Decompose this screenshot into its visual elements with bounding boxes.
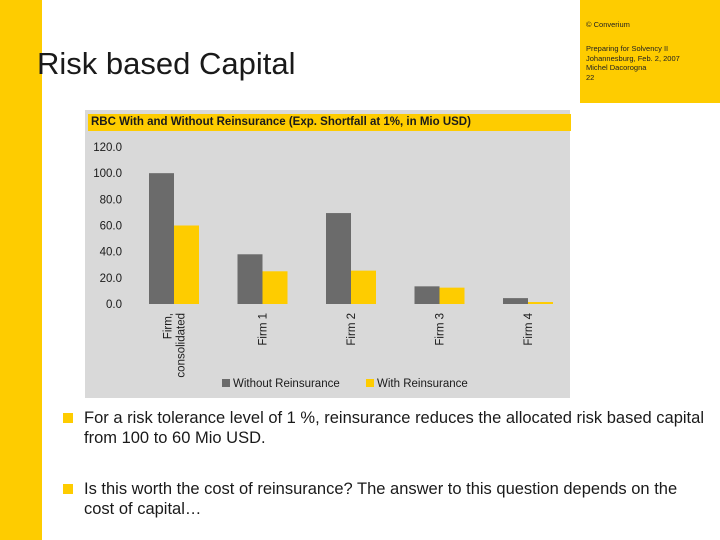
meta-line: Preparing for Solvency II	[586, 44, 669, 53]
bullet-text: For a risk tolerance level of 1 %, reinsurance reduces the allocated risk based capital from 100 to 60 Mio USD.	[84, 409, 704, 447]
category-label: Firm 2	[346, 313, 358, 346]
chart-title: RBC With and Without Reinsurance (Exp. Shortfall at 1%, in Mio USD)	[91, 116, 471, 128]
meta-line: 22	[586, 72, 595, 82]
bar-without-reinsurance	[326, 213, 351, 304]
bar-with-reinsurance	[528, 302, 553, 304]
legend-swatch	[222, 379, 230, 387]
copyright-label: © Converium	[586, 20, 630, 29]
slide-title: Risk based Capital	[37, 46, 296, 81]
y-tick-label: 100.0	[93, 168, 122, 181]
category-label: consolidated	[175, 313, 188, 378]
meta-line: Johannesburg, Feb. 2, 2007	[586, 53, 680, 63]
y-tick-label: 20.0	[99, 272, 122, 285]
meta-line: Michel Dacorogna	[586, 63, 647, 72]
bar-with-reinsurance	[174, 226, 199, 305]
bar-without-reinsurance	[415, 286, 440, 304]
bullet-text: Is this worth the cost of reinsurance? The answer to this question depends on the cost of capital…	[84, 480, 678, 518]
bullet-marker	[63, 413, 73, 423]
bar-with-reinsurance	[263, 271, 288, 304]
bar-without-reinsurance	[149, 173, 174, 304]
y-tick-label: 0.0	[106, 299, 122, 311]
legend-label: With Reinsurance	[377, 378, 468, 390]
category-label: Firm,	[162, 313, 175, 340]
legend-label: Without Reinsurance	[233, 378, 340, 390]
y-tick-label: 120.0	[93, 142, 122, 154]
category-label: Firm 3	[434, 313, 447, 346]
legend-swatch	[366, 379, 374, 387]
bar-with-reinsurance	[440, 288, 465, 304]
bar-without-reinsurance	[503, 298, 528, 304]
y-tick-label: 80.0	[99, 194, 122, 207]
y-tick-label: 60.0	[99, 220, 122, 233]
category-label: Firm 1	[257, 313, 270, 346]
category-label: Firm 4	[523, 313, 535, 346]
bar-with-reinsurance	[351, 271, 376, 304]
y-tick-label: 40.0	[99, 246, 122, 259]
bullet-marker	[63, 484, 73, 494]
bar-without-reinsurance	[238, 254, 263, 304]
